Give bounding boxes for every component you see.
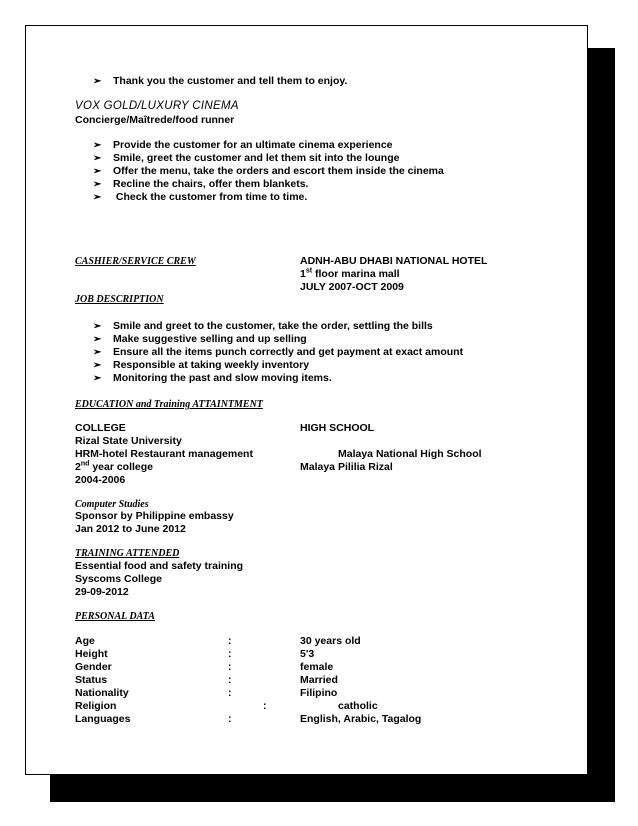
highschool-location: Malaya Pililia Rizal bbox=[300, 461, 393, 473]
training-date: 29-09-2012 bbox=[75, 586, 129, 598]
personal-value: catholic bbox=[338, 700, 378, 712]
cashier-location: 1st floor marina mall bbox=[300, 267, 400, 280]
cashier-dates: JULY 2007-OCT 2009 bbox=[300, 281, 404, 293]
bullet-icon: ➢ bbox=[93, 334, 102, 345]
college-year: 2nd year college bbox=[75, 460, 154, 473]
personal-colon: : bbox=[228, 648, 232, 660]
computer-studies-title: Computer Studies bbox=[75, 499, 149, 510]
personal-label: Religion bbox=[75, 700, 117, 712]
cashier-bullet-text: Monitoring the past and slow moving items. bbox=[113, 372, 332, 384]
bullet-icon: ➢ bbox=[93, 373, 102, 384]
cashier-bullet-text: Ensure all the items punch correctly and get payment at exact amount bbox=[113, 346, 464, 358]
vox-employer: VOX GOLD/LUXURY CINEMA bbox=[75, 100, 239, 112]
bullet-icon: ➢ bbox=[93, 179, 102, 190]
personal-colon: : bbox=[228, 713, 232, 725]
college-years: 2004-2006 bbox=[75, 474, 126, 486]
bullet-icon: ➢ bbox=[93, 153, 102, 164]
vox-bullet-text: Offer the menu, take the orders and escort them inside the cinema bbox=[113, 165, 444, 177]
vox-bullet-text: Smile, greet the customer and let them sit into the lounge bbox=[113, 152, 400, 164]
computer-sponsor: Sponsor by Philippine embassy bbox=[75, 510, 234, 522]
personal-value: 5'3 bbox=[300, 648, 315, 660]
personal-value: English, Arabic, Tagalog bbox=[300, 713, 422, 725]
computer-dates: Jan 2012 to June 2012 bbox=[75, 523, 186, 535]
personal-value: Married bbox=[300, 674, 338, 686]
training-school: Syscoms College bbox=[75, 573, 162, 585]
personal-colon: : bbox=[263, 700, 267, 712]
top-bullet-text: Thank you the customer and tell them to enjoy. bbox=[113, 75, 348, 87]
personal-colon: : bbox=[228, 687, 232, 699]
bullet-icon: ➢ bbox=[93, 76, 102, 87]
bullet-icon: ➢ bbox=[93, 166, 102, 177]
highschool-label: HIGH SCHOOL bbox=[300, 422, 375, 434]
vox-bullet-text: Provide the customer for an ultimate cinema experience bbox=[113, 139, 393, 151]
personal-label: Age bbox=[75, 635, 95, 647]
bullet-icon: ➢ bbox=[93, 192, 102, 203]
personal-data-title: PERSONAL DATA bbox=[75, 611, 155, 622]
college-course: HRM-hotel Restaurant management bbox=[75, 448, 253, 460]
education-title: EDUCATION and Training ATTAINTMENT bbox=[75, 399, 263, 410]
personal-value: female bbox=[300, 661, 334, 673]
college-label: COLLEGE bbox=[75, 422, 126, 434]
personal-colon: : bbox=[228, 661, 232, 673]
training-title: TRAINING ATTENDED bbox=[75, 548, 180, 559]
training-course: Essential food and safety training bbox=[75, 560, 244, 572]
highschool-school: Malaya National High School bbox=[338, 448, 482, 460]
personal-label: Nationality bbox=[75, 687, 129, 699]
vox-role: Concierge/Maîtrede/food runner bbox=[75, 114, 235, 126]
personal-value: Filipino bbox=[300, 687, 338, 699]
bullet-icon: ➢ bbox=[93, 321, 102, 332]
personal-value: 30 years old bbox=[300, 635, 361, 647]
bullet-icon: ➢ bbox=[93, 140, 102, 151]
personal-label: Gender bbox=[75, 661, 112, 673]
personal-colon: : bbox=[228, 674, 232, 686]
job-description-title: JOB DESCRIPTION bbox=[75, 294, 164, 305]
college-school: Rizal State University bbox=[75, 435, 182, 447]
cashier-bullet-text: Responsible at taking weekly inventory bbox=[113, 359, 310, 371]
cashier-employer: ADNH-ABU DHABI NATIONAL HOTEL bbox=[300, 255, 488, 267]
personal-label: Height bbox=[75, 648, 108, 660]
bullet-icon: ➢ bbox=[93, 360, 102, 371]
bullet-icon: ➢ bbox=[93, 347, 102, 358]
vox-bullet-text: Recline the chairs, offer them blankets. bbox=[113, 178, 309, 190]
cashier-bullet-text: Smile and greet to the customer, take the order, settling the bills bbox=[113, 320, 433, 332]
cashier-bullet-text: Make suggestive selling and up selling bbox=[113, 333, 307, 345]
personal-label: Languages bbox=[75, 713, 131, 725]
personal-label: Status bbox=[75, 674, 108, 686]
cashier-title: CASHIER/SERVICE CREW bbox=[75, 256, 196, 267]
vox-bullet-text: Check the customer from time to time. bbox=[113, 191, 308, 203]
personal-colon: : bbox=[228, 635, 232, 647]
